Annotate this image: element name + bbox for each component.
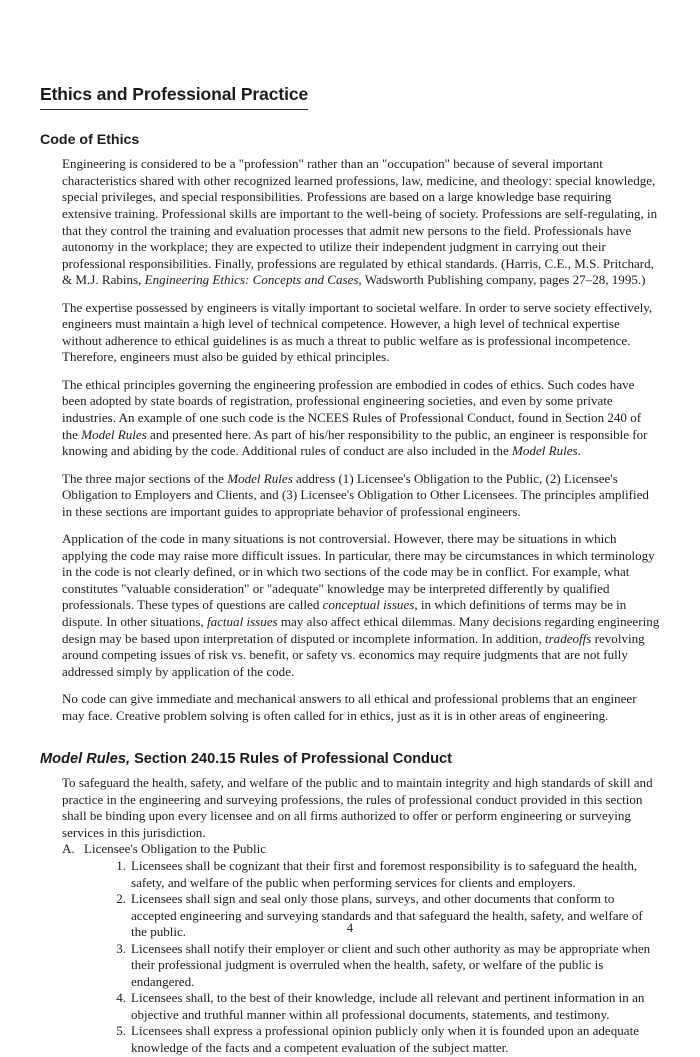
list-item-label: Licensees shall express a professional opinion publicly only when it is founded upon an adequate knowledge of the facts and a competent evaluation of the subject matter. [131, 1023, 639, 1055]
paragraph: Application of the code in many situations is not controversial. However, there may be situations in which applying the code may raise more difficult issues. In particular, there may be circumstances in which terminology in the code is not clearly defined, or in which two sections of the code may be in conflict. For example, what constitutes "valuable consideration" or "adequate" knowledge may be interpreted differently by qualified professionals. These types of questions are called conceptual issues, in which definitions of terms may be in dispute. In other situations, factual issues may also affect ethical dilemmas. Many decisions regarding engineering design may be based upon interpretation of disputed or incomplete information. In addition, tradeoffs revolving around competing issues of risk vs. benefit, or safety vs. economics may require judgments that are not fully addressed simply by application of the code. [62, 531, 660, 679]
outline-level-numeric [84, 858, 660, 1057]
paragraph: The three major sections of the Model Rules address (1) Licensee's Obligation to the Public, (2) Licensee's Obligation to Employers and Clients, and (3) Licensee's Obligation to Other Licensees. The principles amplified in these sections are important guides to appropriate behavior of professional engineers. [62, 470, 649, 519]
list-item [106, 941, 660, 991]
list-item-label: Licensees shall be cognizant that their first and foremost responsibility is to safeguard the health, safety, and welfare of the public when performing services for clients and employers. [131, 857, 638, 890]
page-title: Ethics and Professional Practice [40, 84, 308, 110]
page-number: 4 [346, 921, 354, 935]
paragraph: The ethical principles governing the engineering profession are embodied in codes of ethics. Such codes have been adopted by state boards of registration, professional engineering societies, and even by some private industries. An example of one such code is the NCEES Rules of Professional Conduct, found in Section 240 of the Model Rules and presented here. As part of his/her responsibility to the public, an engineer is responsible for knowing and abiding by the code. Additional rules of conduct are also included in the Model Rules. [62, 376, 648, 459]
list-marker: A. [62, 841, 75, 857]
list-marker: 3. [116, 940, 126, 956]
paragraph: Engineering is considered to be a "profession" rather than an "occupation" because of several important characteristics shared with other recognized learned professions, law, medicine, and theology: special knowledge, special privileges, and special responsibilities. Professions are based on a large knowledge base requiring extensive training. Professional skills are important to the well-being of society. Professions are self-regulating, in that they control the training and evaluation processes that admit new persons to the field. Professionals have autonomy in the workplace; they are expected to utilize their independent judgment in carrying out their professional responsibilities. Finally, professions are regulated by ethical standards. (Harris, C.E., M.S. Pritchard, & M.J. Rabins, Engineering Ethics: Concepts and Cases, Wadsworth Publishing company, pages 27–28, 1995.) [62, 156, 658, 288]
list-marker: 4. [116, 990, 126, 1006]
list-item-label: Licensees shall sign and seal only those plans, surveys, and other documents that conform to accepted engineering and surveying standards and that safeguard the health, safety, and welfare of the public. [131, 891, 643, 940]
outline-level-a [62, 841, 660, 1056]
section-heading-model-rules: Model Rules, Section 240.15 Rules of Professional Conduct [40, 751, 452, 768]
list-marker: 5. [116, 1023, 126, 1039]
list-item-label: Licensee's Obligation to the Public [84, 841, 267, 857]
list-item-label: Licensees shall notify their employer or client and such other authority as may be appropriate when their professional judgment is overruled when the health, safety, or welfare of the public is endangered. [131, 940, 651, 989]
list-item-label: Licensees shall, to the best of their knowledge, include all relevant and pertinent information in an objective and truthful manner within all professional documents, statements, and testimony. [131, 990, 645, 1022]
list-marker: 1. [116, 857, 126, 873]
code-of-ethics-body [62, 156, 660, 724]
paragraph: The expertise possessed by engineers is vitally important to societal welfare. In order to serve society effectively, engineers must maintain a high level of technical competence. However, a high level of technical expertise without adherence to ethical guidelines is as much a threat to public welfare as is professional incompetence. Therefore, engineers must also be guided by ethical principles. [62, 299, 653, 365]
section-heading-code-of-ethics: Code of Ethics [40, 131, 140, 148]
list-item [106, 1023, 660, 1056]
list-item [106, 990, 660, 1023]
list-item [106, 858, 660, 891]
model-rules-body [62, 775, 660, 1056]
paragraph: No code can give immediate and mechanical answers to all ethical and professional problems that an engineer may face. Creative problem solving is often called for in ethics, just as it is in other areas of engineering. [62, 691, 637, 723]
list-item [62, 841, 660, 1056]
list-marker: 2. [116, 891, 126, 907]
paragraph-intro: To safeguard the health, safety, and welfare of the public and to maintain integrity and high standards of skill and practice in the engineering and surveying professions, the rules of professional conduct provided in this section shall be binding upon every licensee and on all firms authorized to offer or perform engineering or surveying services in this jurisdiction. [62, 775, 653, 840]
